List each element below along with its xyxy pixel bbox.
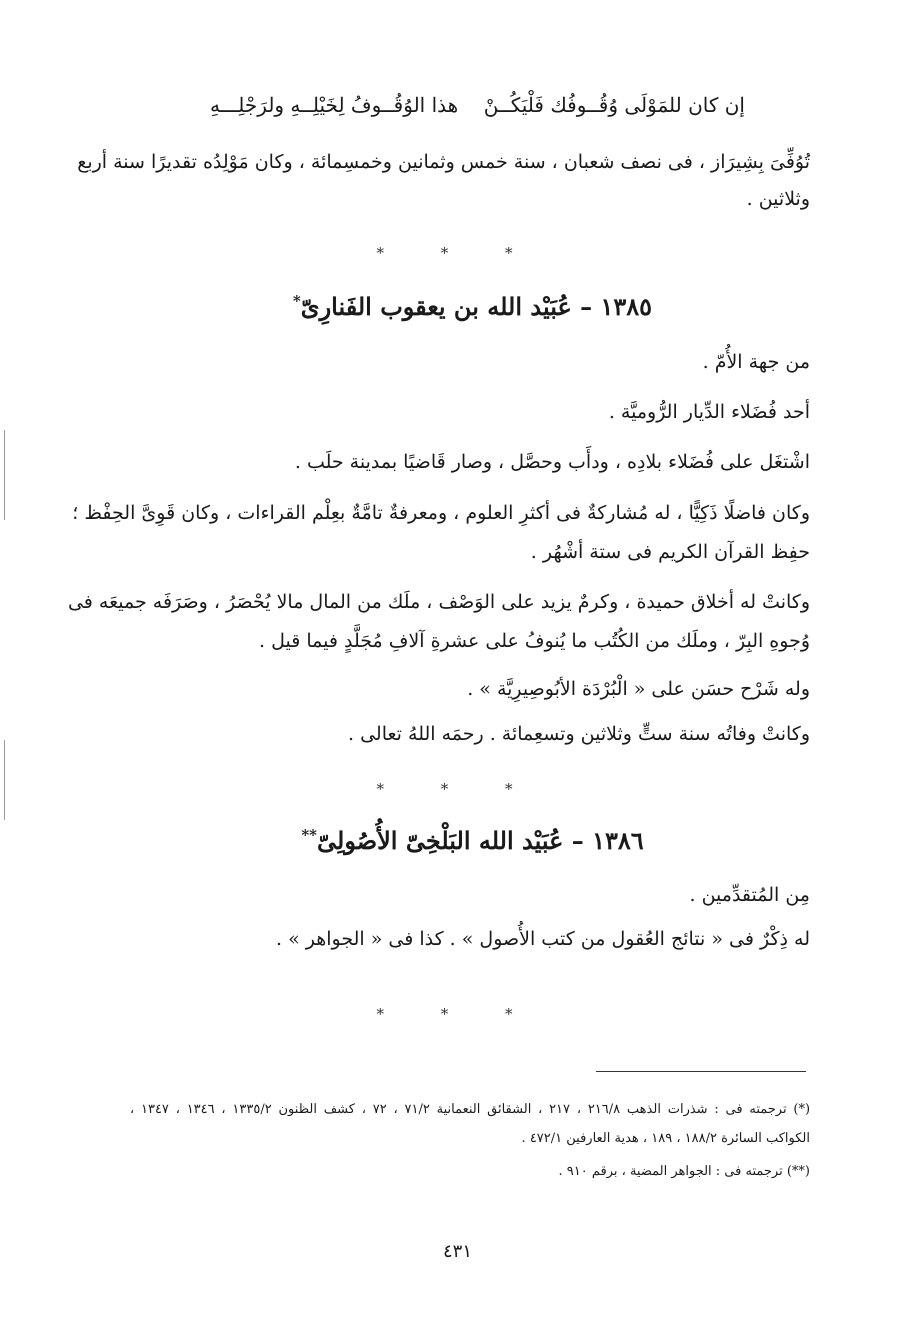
entry-line: اشْتغَل على فُضَلاء بلادِه ، ودأَب وحصَّل ، وصار قَاضيًا بمدينة حلَب .: [294, 451, 810, 473]
entry-line: أحد فُضَلاء الدِّيار الرُّوميَّة .: [608, 401, 810, 423]
intro-line: تُوُفِّىَ بِشِيرَاز ، فى نصف شعبان ، سنة خمس وثمانين وخمسِمائة ، وكان مَوْلِدُه تقديرًا سنة أربع: [77, 151, 810, 173]
entry-heading-1385: [0, 283, 915, 325]
footnote-marker: *: [292, 292, 301, 310]
entry-line: وله شَرْح حسَن على « الْبُرْدَة الأبُوصِيرِيَّة » .: [467, 678, 810, 700]
footnote-rule: [596, 1071, 806, 1072]
entry-title: ١٣٨٥ – عُبَيْد الله بن يعقوب الفَنارِىّ: [300, 292, 653, 321]
scan-edge-mark: [4, 430, 5, 520]
entry-line: وكان فاضلًا ذَكِيًّا ، له مُشاركةٌ فى أكثرِ العلوم ، ومعرفةٌ تامَّةٌ بعِلْم القراءات ، وكان قَوِىَّ الحِفْظ ؛: [72, 502, 810, 524]
footnote-line: الكواكب السائرة ١٨٨/٢ ، ١٨٩ ، هدية العارفين ٤٧٢/١ .: [521, 1131, 810, 1146]
entry-line: حفِظ القرآن الكريم فى ستة أشْهُر .: [530, 541, 810, 563]
entry-line: من جهة الأُمّ .: [702, 351, 810, 373]
entry-title: ١٣٨٦ – عُبَيْد الله البَلْخِىّ الأُصُولِىّ: [317, 826, 644, 855]
page-number: ٤٣١: [442, 1241, 472, 1262]
entry-line: وكانتْ وفاتُه سنة ستٍّ وثلاثين وتسعِمائة . رحمَه اللهُ تعالى .: [348, 723, 810, 745]
footnote-line: (*) ترجمته فى : شذرات الذهب ٢١٦/٨ ، ٢١٧ ، الشقائق النعمانية ٧١/٢ ، ٧٢ ، كشف الظنون ١٣٣٥/٢ ، ١٣٤٦ ، ١٣٤٧ ،: [130, 1102, 811, 1117]
verse-first-hemistich: إن كان للمَوْلَى وُقُــوفُك فَلْيَكُــنْ: [483, 93, 745, 117]
section-separator: * * *: [376, 244, 539, 262]
entry-line: له ذِكْرٌ فى « نتائج العُقول من كتب الأُصول » . كذا فى « الجواهر » .: [275, 928, 810, 950]
section-separator: * * *: [376, 780, 539, 798]
section-separator: * * *: [376, 1005, 539, 1023]
verse-second-hemistich: هذا الوُقُــوفُ لِخَيْلِــهِ ولرَجْلِـــهِ: [210, 93, 459, 117]
footnote-line: (**) ترجمته فى : الجواهر المضية ، برقم ٩١٠ .: [558, 1164, 810, 1179]
entry-line: مِن المُتقدِّمين .: [689, 884, 810, 906]
entry-heading-1386: [0, 817, 915, 859]
intro-line: وثلاثين .: [746, 188, 810, 210]
footnote-marker: **: [301, 826, 318, 844]
entry-line: وكانتْ له أخلاق حميدة ، وكرمٌ يزيد على الوَصْف ، ملَك من المال مالا يُحْصَرُ ، وصَرَفَه جميعَه فى: [67, 591, 810, 613]
entry-line: وُجوهِ البِرّ ، وملَك من الكُتُب ما يُنوفُ على عشرةِ آلافِ مُجَلَّدٍ فيما قيل .: [259, 630, 810, 652]
